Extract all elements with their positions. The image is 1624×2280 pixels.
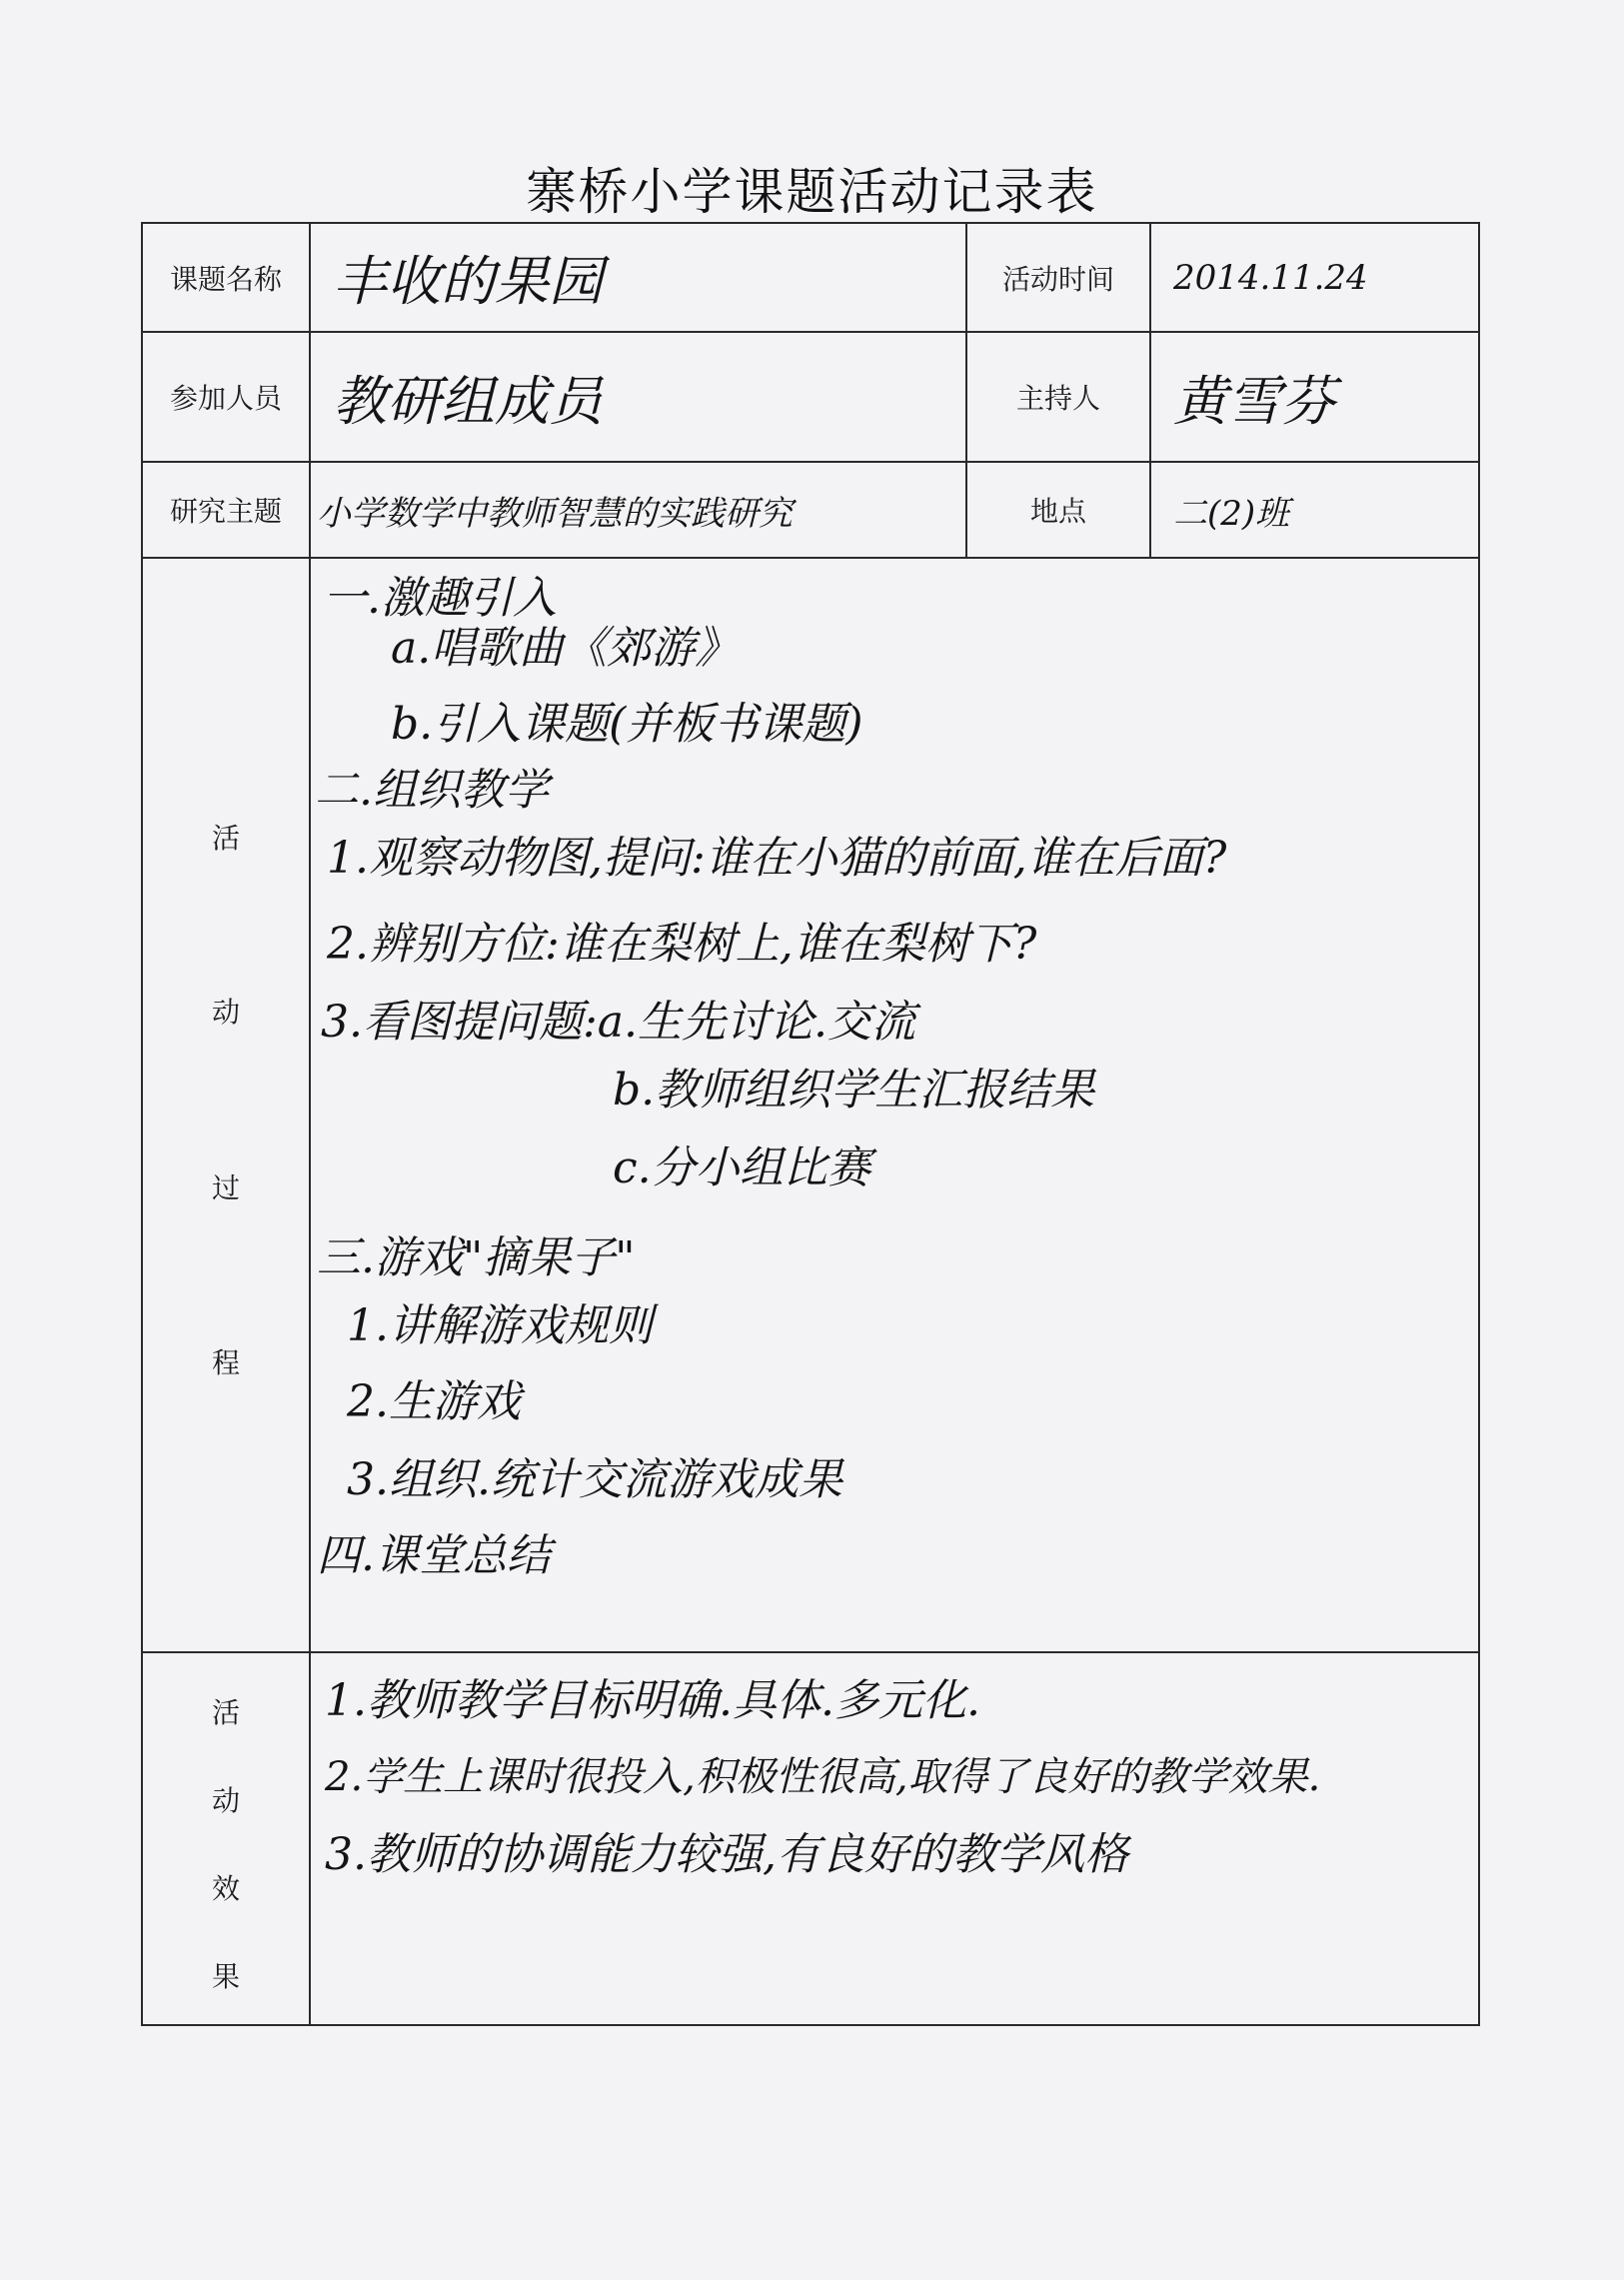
- process-label: [142, 558, 310, 1652]
- page-title: 寨桥小学课题活动记录表: [526, 163, 1098, 221]
- place-value: 二(2)班: [1150, 462, 1479, 558]
- process-line: 一.激趣引入: [323, 573, 557, 625]
- process-line: 2.生游戏: [347, 1376, 521, 1428]
- process-line: b.教师组织学生汇报结果: [613, 1065, 1095, 1117]
- participants-label: 参加人员: [142, 332, 310, 462]
- effect-label-char: 动: [211, 1784, 240, 1818]
- process-label-char: 过: [211, 1171, 240, 1205]
- record-table: [141, 222, 1480, 2026]
- process-line: 3.看图提问题:a.生先讨论.交流: [321, 997, 916, 1049]
- process-label-char: 活: [211, 822, 240, 856]
- theme-label: 研究主题: [142, 462, 310, 558]
- process-content: [310, 558, 1479, 1652]
- table-row: [142, 558, 1479, 1652]
- table-row: [142, 462, 1479, 558]
- participants-value: 教研组成员: [310, 332, 966, 462]
- topic-value: 丰收的果园: [310, 223, 966, 332]
- time-value: 2014.11.24: [1150, 223, 1479, 332]
- theme-value: 小学数学中教师智慧的实践研究: [310, 462, 966, 558]
- process-line: 2.辨别方位:谁在梨树上,谁在梨树下?: [327, 919, 1037, 971]
- effect-label-char: 果: [211, 1960, 240, 1994]
- table-row: [142, 223, 1479, 332]
- process-line: 1.观察动物图,提问:谁在小猫的前面,谁在后面?: [327, 833, 1227, 885]
- effect-line: 2.学生上课时很投入,积极性很高,取得了良好的教学效果.: [325, 1754, 1321, 1801]
- table-row: [142, 332, 1479, 462]
- effect-label: [142, 1652, 310, 2025]
- effect-label-char: 活: [211, 1696, 240, 1730]
- process-label-char: 动: [211, 996, 240, 1030]
- host-label: 主持人: [966, 332, 1150, 462]
- topic-label: 课题名称: [142, 223, 310, 332]
- effect-line: 1.教师教学目标明确.具体.多元化.: [325, 1675, 980, 1727]
- effect-label-char: 效: [211, 1872, 240, 1906]
- host-value: 黄雪芬: [1150, 332, 1479, 462]
- process-label-char: 程: [211, 1346, 240, 1380]
- process-line: c.分小组比赛: [613, 1142, 871, 1194]
- process-line: 二.组织教学: [315, 765, 549, 817]
- process-line: 1.讲解游戏规则: [347, 1300, 653, 1352]
- process-line: a.唱歌曲《郊游》: [391, 623, 740, 675]
- process-line: b.引入课题(并板书课题): [391, 699, 863, 751]
- process-line: 3.组织.统计交流游戏成果: [347, 1454, 842, 1506]
- process-line: 四.课堂总结: [317, 1530, 551, 1582]
- effect-content: [310, 1652, 1479, 2025]
- process-line: 三.游戏"摘果子": [317, 1232, 636, 1284]
- time-label: 活动时间: [966, 223, 1150, 332]
- place-label: 地点: [966, 462, 1150, 558]
- table-row: [142, 1652, 1479, 2025]
- effect-line: 3.教师的协调能力较强,有良好的教学风格: [325, 1829, 1128, 1881]
